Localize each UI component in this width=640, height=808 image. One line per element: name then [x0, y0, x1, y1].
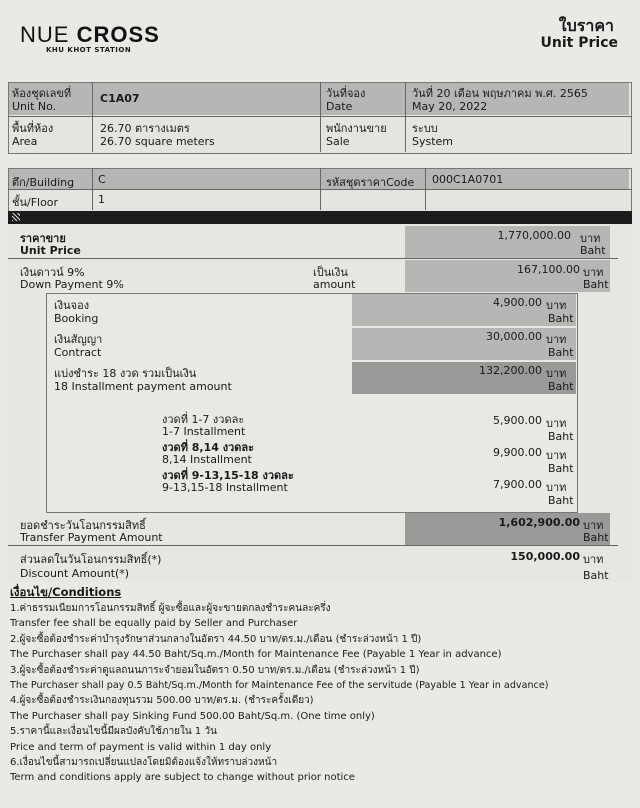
unit-no-label-en: Unit No. — [12, 100, 57, 113]
contract-label-th: เงินสัญญา — [54, 333, 103, 346]
transfer-value: 1,602,900.00 — [498, 516, 580, 529]
sale-label-th: พนักงานขาย — [326, 122, 387, 135]
installment-2-unit-en: Baht — [548, 462, 574, 475]
installment-total-label-th: แบ่งชำระ 18 งวด รวมเป็นเงิน — [54, 367, 197, 380]
booking-bg — [352, 294, 576, 326]
booking-unit-th: บาท — [546, 299, 567, 312]
installment-3-value: 7,900.00 — [493, 478, 542, 491]
title-thai: ใบราคา — [558, 16, 614, 35]
discount-unit-en: Baht — [583, 569, 609, 582]
area-label-en: Area — [12, 135, 38, 148]
installment-2-value: 9,900.00 — [493, 446, 542, 459]
installment-1-label-en: 1-7 Installment — [162, 425, 246, 438]
condition-line: The Purchaser shall pay Sinking Fund 500.00 Baht/Sq.m. (One time only) — [10, 710, 375, 722]
condition-line: The Purchaser shall pay 44.50 Baht/Sq.m./Month for Maintenance Fee (Payable 1 Year in advance) — [10, 649, 502, 661]
date-value-th: วันที่ 20 เดือน พฤษภาคม พ.ศ. 2565 — [412, 87, 588, 100]
booking-unit-en: Baht — [548, 312, 574, 325]
installment-3-unit-th: บาท — [546, 481, 567, 494]
installment-1-label-th: งวดที่ 1-7 งวดละ — [162, 413, 245, 426]
discount-value: 150,000.00 — [510, 550, 580, 563]
date-label-th: วันที่จอง — [326, 87, 366, 100]
contract-unit-th: บาท — [546, 333, 567, 346]
contract-unit-en: Baht — [548, 346, 574, 359]
condition-line: 2.ผู้จะซื้อต้องชำระค่าบำรุงรักษาส่วนกลางในอัตรา 44.50 บาท/ตร.ม./เดือน (ชำระล่วงหน้า 1 ปี) — [10, 633, 422, 645]
contract-bg — [352, 328, 576, 360]
condition-line: Price and term of payment is valid within 1 day only — [10, 741, 272, 753]
unit-price-value: 1,770,000.00 — [497, 229, 571, 242]
floor-value: 1 — [98, 193, 105, 206]
installment-1-unit-th: บาท — [546, 417, 567, 430]
down-payment-label-en: Down Payment 9% — [20, 278, 124, 291]
discount-label-th: ส่วนลดในวันโอนกรรมสิทธิ์(*) — [20, 553, 162, 566]
installment-1-value: 5,900.00 — [493, 414, 542, 427]
brand-logo — [20, 22, 160, 48]
conditions-title: เงื่อนไข/Conditions — [10, 585, 122, 599]
installment-total-label-en: 18 Installment payment amount — [54, 380, 232, 393]
price-code-label: รหัสชุดราคาCode — [326, 176, 415, 189]
transfer-label-th: ยอดชำระวันโอนกรรมสิทธิ์ — [20, 519, 146, 532]
brand-left: NUE — [20, 22, 70, 47]
installment-2-label-th: งวดที่ 8,14 งวดละ — [162, 441, 255, 454]
contract-label-en: Contract — [54, 346, 102, 359]
installment-total-value: 132,200.00 — [479, 364, 542, 377]
down-amount-label-en: amount — [313, 278, 356, 291]
discount-label-en: Discount Amount(*) — [20, 567, 130, 580]
condition-line: 1.ค่าธรรมเนียมการโอนกรรมสิทธิ์ ผู้จะซื้อและผู้จะขายตกลงชำระคนละครึ่ง — [10, 603, 331, 614]
down-payment-unit-th: บาท — [583, 266, 604, 279]
installment-3-label-th: งวดที่ 9-13,15-18 งวดละ — [162, 469, 294, 482]
unit-price-label-en: Unit Price — [20, 244, 81, 257]
booking-label-th: เงินจอง — [54, 299, 90, 312]
installment-1-unit-en: Baht — [548, 430, 574, 443]
installment-3-label-en: 9-13,15-18 Installment — [162, 481, 288, 494]
condition-line: 4.ผู้จะซื้อต้องชำระเงินกองทุนรวม 500.00 บาท/ตร.ม. (ชำระครั้งเดียว) — [10, 695, 314, 707]
transfer-unit-en: Baht — [583, 531, 609, 544]
condition-line: Term and conditions apply are subject to change without prior notice — [10, 772, 355, 784]
contract-value: 30,000.00 — [486, 330, 542, 343]
sale-value-en: System — [412, 135, 454, 148]
conditions-list — [10, 601, 632, 786]
unit-no-label-th: ห้องชุดเลขที่ — [12, 87, 72, 100]
transfer-unit-th: บาท — [583, 519, 604, 532]
building-label: ตึก/Building — [12, 176, 75, 189]
floor-label: ชั้น/Floor — [12, 196, 59, 209]
unit-price-unit-en: Baht — [580, 244, 606, 257]
condition-line: The Purchaser shall pay 0.5 Baht/Sq.m./Month for Maintenance Fee of the servitude (Payable 1 Year in advance) — [10, 680, 549, 692]
title-english: Unit Price — [540, 35, 618, 51]
area-value-en: 26.70 square meters — [100, 135, 215, 148]
unit-no-value: C1A07 — [100, 92, 140, 105]
station-name: KHU KHOT STATION — [46, 46, 132, 54]
installment-total-bg — [352, 362, 576, 394]
section-divider — [8, 211, 632, 224]
booking-label-en: Booking — [54, 312, 99, 325]
transfer-label-en: Transfer Payment Amount — [20, 531, 163, 544]
down-payment-value: 167,100.00 — [517, 263, 580, 276]
sale-value-th: ระบบ — [412, 122, 438, 135]
discount-unit-th: บาท — [583, 553, 604, 566]
date-value-en: May 20, 2022 — [412, 100, 488, 113]
condition-line: Transfer fee shall be equally paid by Seller and Purchaser — [10, 618, 298, 630]
down-payment-unit-en: Baht — [583, 278, 609, 291]
area-label-th: พื้นที่ห้อง — [12, 122, 54, 135]
date-label-en: Date — [326, 100, 353, 113]
booking-value: 4,900.00 — [493, 296, 542, 309]
sale-label-en: Sale — [326, 135, 350, 148]
condition-line: 3.ผู้จะซื้อต้องชำระค่าดูแลถนนภาระจำยอมในอัตรา 0.50 บาท/ตร.ม./เดือน (ชำระล่วงหน้า 1 ปี) — [10, 664, 420, 676]
unit-price-unit-th: บาท — [580, 232, 601, 245]
down-amount-label-th: เป็นเงิน — [313, 266, 348, 279]
divider-icon — [12, 213, 20, 221]
down-payment-label-th: เงินดาวน์ 9% — [20, 266, 85, 279]
installment-total-unit-th: บาท — [546, 367, 567, 380]
area-value-th: 26.70 ตารางเมตร — [100, 122, 190, 135]
unit-price-label-th: ราคาขาย — [20, 232, 66, 245]
condition-line: 6.เงื่อนไขนี้สามารถเปลี่ยนแปลงโดยมิต้องแจ้งให้ทราบล่วงหน้า — [10, 757, 278, 769]
price-code-value: 000C1A0701 — [432, 173, 504, 186]
installment-3-unit-en: Baht — [548, 494, 574, 507]
brand-right: CROSS — [76, 22, 160, 47]
condition-line: 5.ราคานี้และเงื่อนไขนี้มีผลบังคับใช้ภายใน 1 วัน — [10, 726, 217, 738]
building-value: C — [98, 173, 106, 186]
installment-2-unit-th: บาท — [546, 449, 567, 462]
installment-total-unit-en: Baht — [548, 380, 574, 393]
installment-2-label-en: 8,14 Installment — [162, 453, 252, 466]
